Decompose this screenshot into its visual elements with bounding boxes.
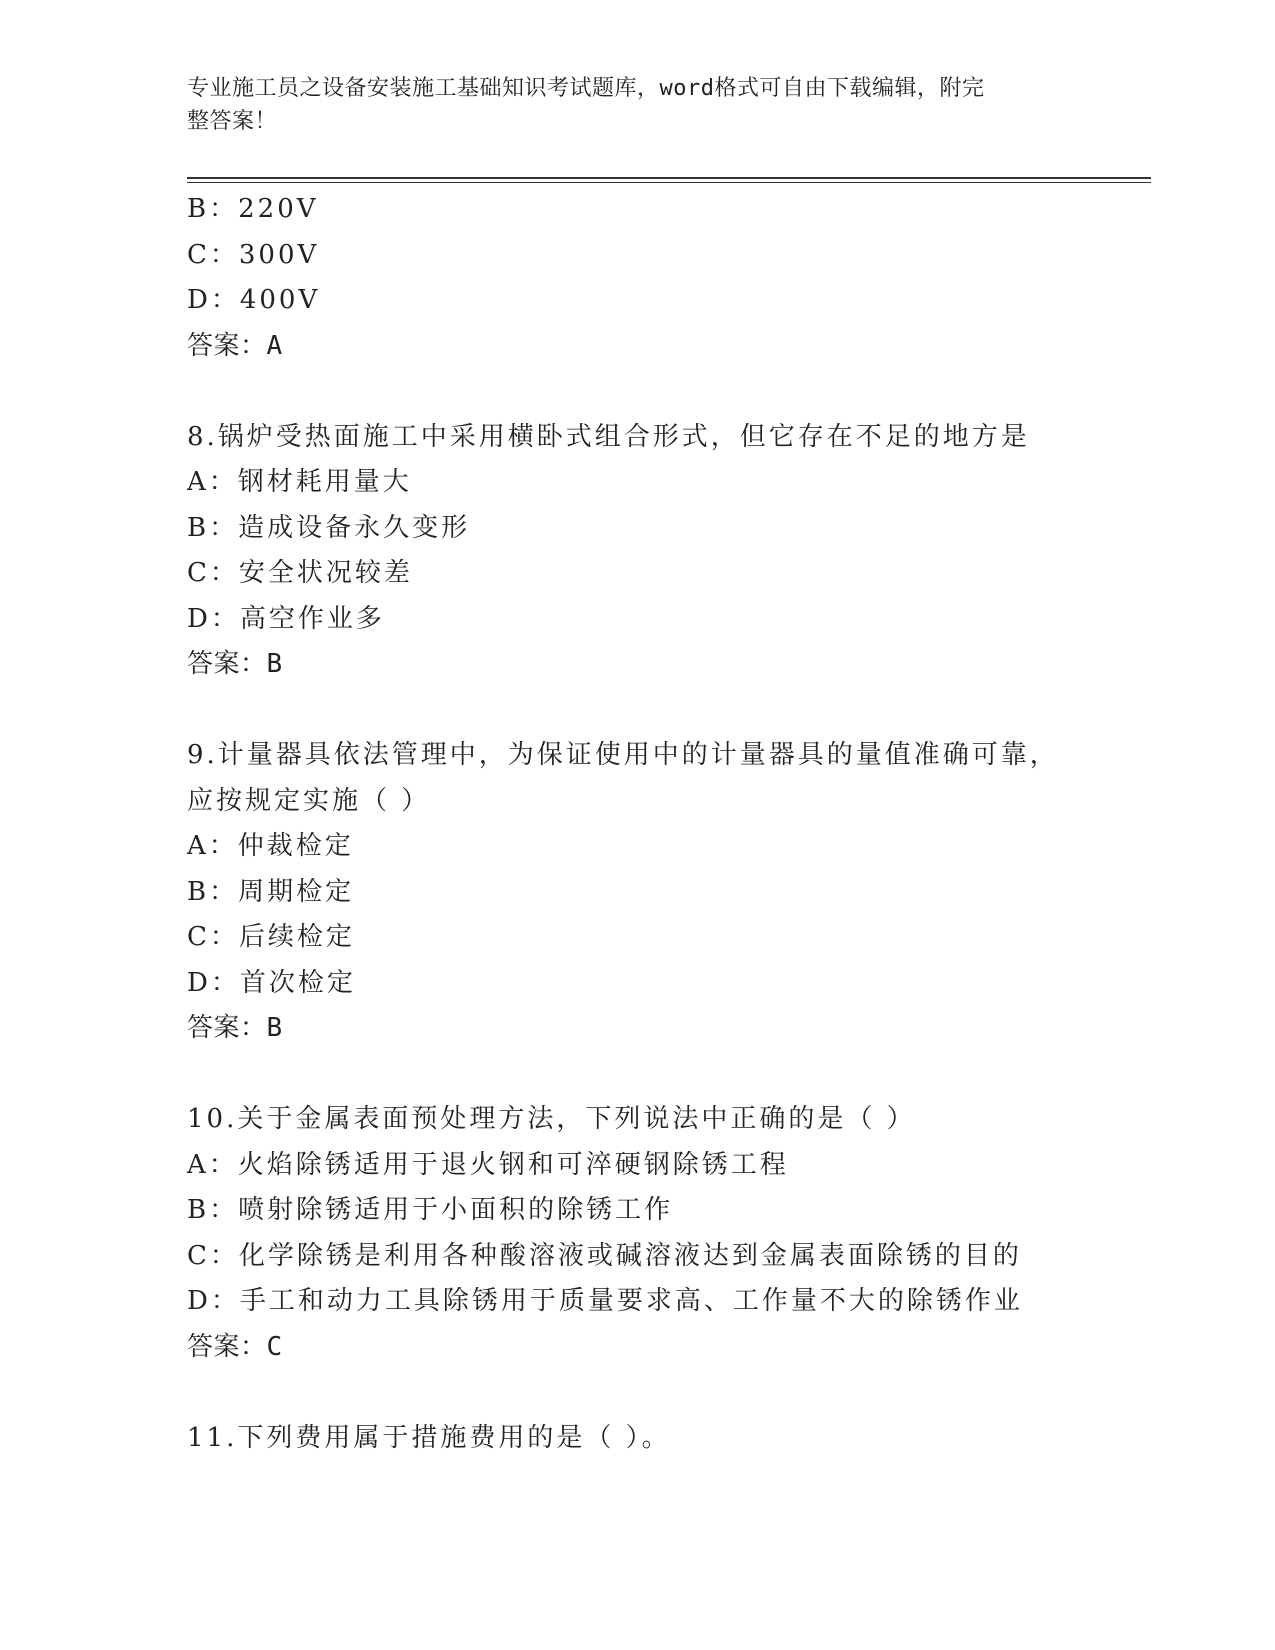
question-10	[187, 1097, 1117, 1370]
question-text: 8.锅炉受热面施工中采用横卧式组合形式，但它存在不足的地方是	[187, 421, 1030, 452]
question-text: 9.计量器具依法管理中，为保证使用中的计量器具的量值准确可靠，	[187, 740, 1059, 770]
option-c: C：后续检定	[187, 922, 355, 952]
option-b: B：喷射除锈适用于小面积的除锈工作	[187, 1195, 674, 1225]
option-d: D：400V	[187, 285, 321, 315]
spacer	[187, 688, 1117, 734]
header-divider-thick	[187, 177, 1151, 179]
question-text: 10.关于金属表面预处理方法，下列说法中正确的是（ ）	[187, 1104, 916, 1134]
option-b: B：周期检定	[187, 876, 355, 907]
spacer	[187, 1052, 1117, 1098]
header-title-line-1: 专业施工员之设备安装施工基础知识考试题库，word格式可自由下载编辑，附完	[187, 76, 985, 101]
option-d: D：高空作业多	[187, 603, 385, 634]
option-a: A：火焰除锈适用于退火钢和可淬硬钢除锈工程	[187, 1149, 789, 1180]
header-divider-thin	[187, 182, 1151, 183]
spacer	[187, 369, 1117, 415]
question-8	[187, 415, 1117, 688]
document-header	[187, 72, 1067, 138]
option-d: D：首次检定	[187, 967, 356, 998]
question-list	[187, 187, 1117, 1461]
answer-line: 答案：B	[187, 649, 283, 679]
option-a: A：钢材耗用量大	[187, 467, 412, 497]
header-title-line-2: 整答案！	[187, 109, 278, 134]
answer-line: 答案：A	[187, 330, 283, 361]
option-b: B：220V	[187, 194, 319, 224]
option-a: A：仲裁检定	[187, 831, 354, 861]
option-d: D：手工和动力工具除锈用于质量要求高、工作量不大的除锈作业	[187, 1286, 1023, 1316]
question-11	[187, 1416, 1117, 1462]
option-c: C：安全状况较差	[187, 558, 413, 588]
answer-line: 答案：C	[187, 1331, 283, 1362]
spacer	[187, 1370, 1117, 1416]
question-text-continued: 应按规定实施（ ）	[187, 785, 431, 816]
option-b: B：造成设备永久变形	[187, 512, 471, 543]
answer-line: 答案：B	[187, 1013, 283, 1043]
question-7	[187, 187, 1117, 369]
option-c: C：300V	[187, 239, 320, 270]
option-c: C：化学除锈是利用各种酸溶液或碱溶液达到金属表面除锈的目的	[187, 1240, 1022, 1271]
question-9	[187, 733, 1117, 1052]
question-text: 11.下列费用属于措施费用的是（ ）。	[187, 1422, 671, 1453]
